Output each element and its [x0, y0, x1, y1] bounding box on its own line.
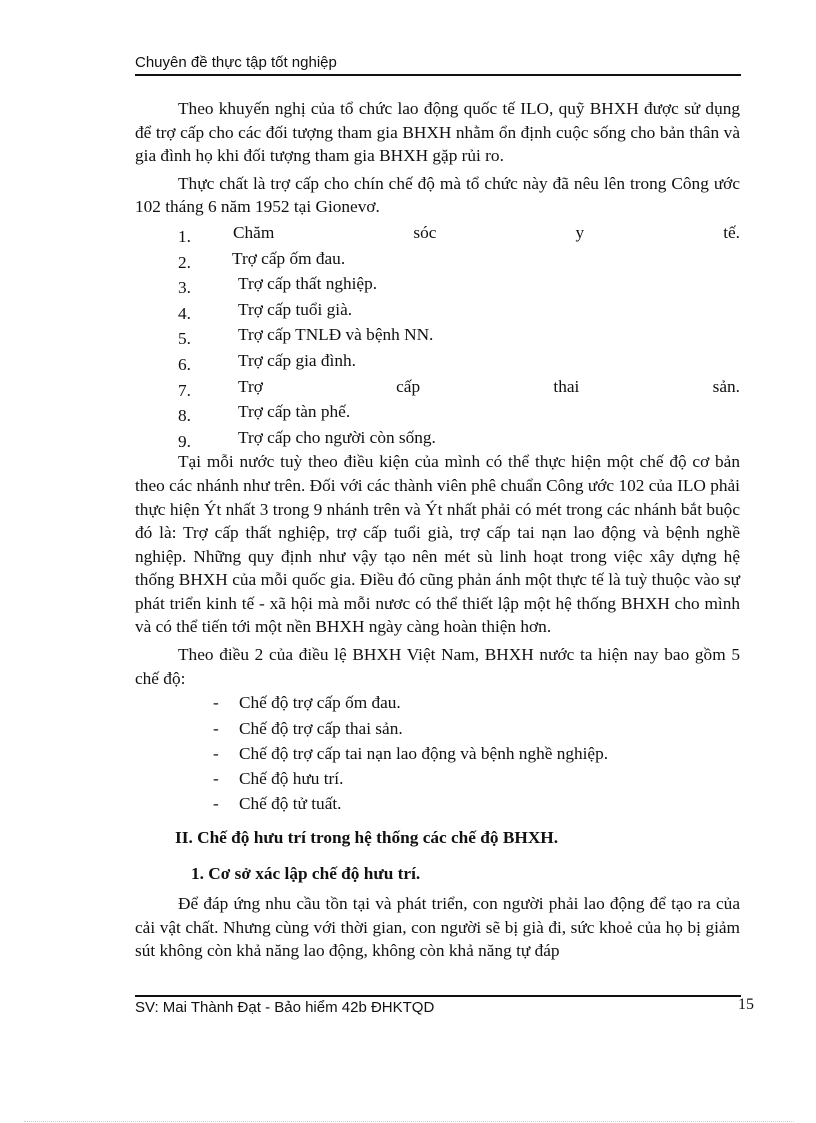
intro-paragraph-2: Thực chất là trợ cấp cho chín chế độ mà tổ chức này đã nêu lên trong Công ước 102 tháng 6 năm 1952 tại Gionevơ. [135, 173, 740, 217]
list-item [135, 348, 740, 374]
list-text: Trợ cấp thai sản. [238, 376, 740, 396]
flexibility-paragraph: Tại mỗi nước tuỳ theo điều kiện của mình có thể thực hiện một chế độ cơ bản theo các nhánh như trên. Đối với các thành viên phê chuẩn Công ước 102 của ILO phải thực hiện Ýt nhất 3 trong 9 nhánh trên và Ýt nhất phải có mét trong các nhánh bắt buộc đó là: Trợ cấp thất nghiệp, trợ cấp tuổi già, trợ cấp tai nạn lao động và bệnh nghề nghiệp. Những quy định như vậy tạo nên mét sù linh hoạt trong việc xây dựng hệ thống BHXH của mỗi quốc gia. Điều đó cũng phản ánh một thực tế là tuỳ thuộc vào sự phát triển kinh tế - xã hội mà mỗi nươc có thể thiết lập một hệ thống BHXH cho mình và có thể tiến tới một nền BHXH ngày càng hoàn thiện hơn. [135, 452, 740, 637]
list-item [135, 716, 740, 741]
list-text: Trợ cấp thất nghiệp. [238, 274, 378, 294]
list-item [135, 766, 740, 791]
dash-bullet: - [213, 693, 219, 713]
list-number: 3. [178, 278, 191, 298]
list-item [135, 322, 740, 348]
header-rule [135, 74, 741, 76]
list-text: Chế độ trợ cấp tai nạn lao động và bệnh nghề nghiệp. [239, 743, 609, 763]
list-text: Trợ cấp cho người còn sống. [238, 427, 436, 447]
footer-rule [135, 995, 741, 997]
list-item [135, 425, 740, 451]
regimes-list [135, 690, 740, 816]
page-edge-divider [24, 1121, 794, 1122]
list-item [135, 271, 740, 297]
running-footer: SV: Mai Thành Đạt - Bảo hiểm 42b ĐHKTQD [135, 999, 435, 1016]
list-text: Chế độ hưu trí. [239, 769, 344, 789]
page-number: 15 [738, 996, 754, 1013]
section-heading-ii: II. Chế độ hưu trí trong hệ thống các chế độ BHXH. [175, 827, 559, 847]
list-text: Chăm sóc y tế. [233, 222, 740, 242]
list-item [135, 374, 740, 400]
list-item [135, 741, 740, 766]
list-text: Trợ cấp tuổi già. [238, 299, 353, 319]
dash-bullet: - [213, 718, 219, 738]
list-item [135, 297, 740, 323]
list-text: Trợ cấp TNLĐ và bệnh NN. [238, 325, 434, 345]
subsection-heading-1: 1. Cơ sở xác lập chế độ hưu trí. [191, 864, 421, 884]
retirement-basis-paragraph: Để đáp ứng nhu cầu tồn tại và phát triển, con người phải lao động để tạo ra của cải vật chất. Nhưng cùng với thời gian, con người sẽ bị già đi, sức khoẻ của họ bị giảm sút không còn khả năng lao động, không còn khả năng tự đáp [135, 893, 740, 961]
list-item [135, 246, 740, 272]
list-number: 8. [178, 406, 191, 426]
running-header: Chuyên đề thực tập tốt nghiệp [135, 54, 337, 71]
benefits-list [135, 220, 740, 450]
list-number: 7. [178, 380, 191, 400]
list-number: 6. [178, 354, 191, 374]
list-number: 1. [178, 226, 191, 246]
list-item [135, 791, 740, 816]
list-item [135, 690, 740, 715]
list-number: 4. [178, 303, 191, 323]
list-text: Chế độ tử tuất. [239, 794, 342, 814]
list-number: 9. [178, 431, 191, 451]
dash-bullet: - [213, 743, 219, 763]
list-number: 5. [178, 329, 191, 349]
intro-paragraph-1: Theo khuyến nghị của tổ chức lao động quốc tế ILO, quỹ BHXH được sử dụng để trợ cấp cho các đối tượng tham gia BHXH nhằm ổn định cuộc sống cho bản thân và gia đình họ khi đối tượng tham gia BHXH gặp rủi ro. [135, 99, 740, 166]
list-text: Chế độ trợ cấp ốm đau. [239, 693, 401, 713]
list-item [135, 399, 740, 425]
list-text: Trợ cấp tàn phế. [238, 402, 351, 422]
dash-bullet: - [213, 794, 219, 814]
vietnam-regimes-paragraph: Theo điều 2 của điều lệ BHXH Việt Nam, BHXH nước ta hiện nay bao gồm 5 chế độ: [135, 645, 740, 688]
list-text: Trợ cấp gia đình. [238, 350, 356, 370]
list-text: Trợ cấp ốm đau. [232, 248, 346, 268]
list-text: Chế độ trợ cấp thai sản. [239, 718, 403, 738]
document-body [135, 97, 740, 963]
list-item [135, 220, 740, 246]
dash-bullet: - [213, 769, 219, 789]
list-number: 2. [178, 252, 191, 272]
